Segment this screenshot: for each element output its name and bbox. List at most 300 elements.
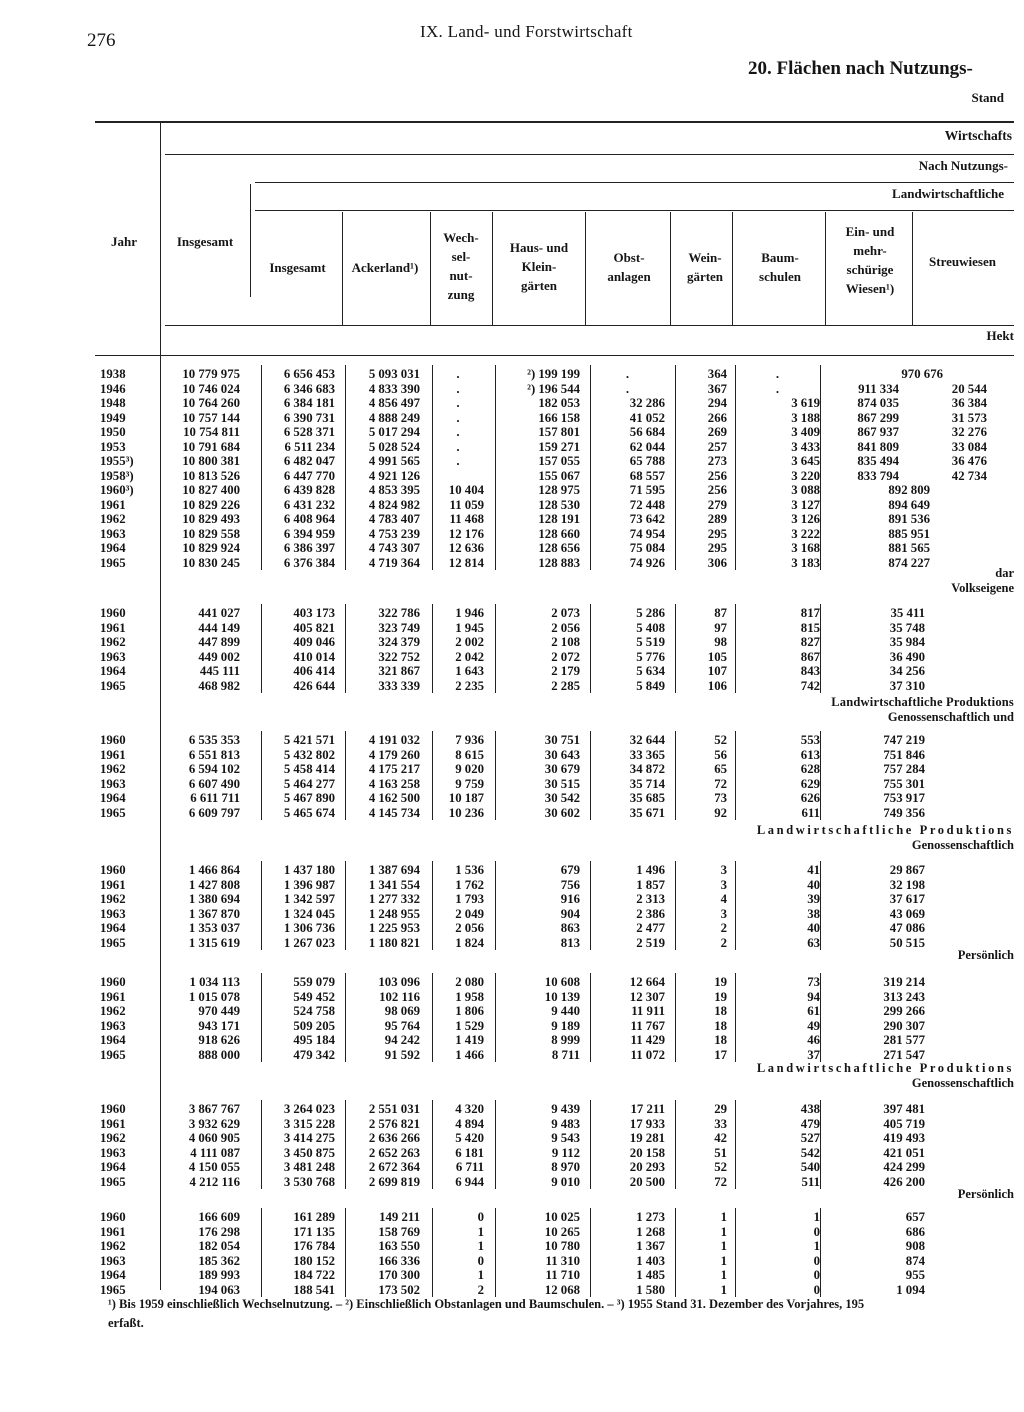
column-insg [165,863,240,950]
cell: 4 991 565 [368,454,420,468]
cell: 1963 [100,1018,126,1033]
cell: 1965 [100,1174,126,1189]
cell: 2 652 263 [368,1145,420,1160]
cell: 1 315 619 [188,935,240,950]
cell: 32 198 [889,877,925,892]
cell: 1 341 554 [368,877,420,892]
cell: 128 530 [538,497,580,512]
section-label [757,823,1014,853]
cell: 295 [707,541,727,555]
cell: 128 975 [538,483,580,497]
cell: 1960 [100,863,126,877]
cell: 1960 [100,606,126,620]
cell: 686 [905,1224,925,1239]
column-insg [165,733,240,820]
column-ins2 [255,606,335,693]
cell [915,367,987,382]
cell: 3 409 [791,425,820,439]
cell: 4 060 905 [188,1131,240,1145]
cell: 2 235 [455,678,484,693]
cell: 1965 [100,935,126,950]
cell: 4 888 249 [368,410,420,425]
section-label-line: Volkseigene [951,581,1014,595]
column-header-line: Insgesamt [269,260,326,275]
cell: 42 [714,1131,727,1145]
cell: 182 053 [538,396,580,410]
cell: 51 [714,1145,727,1160]
column-ins2 [255,367,335,570]
cell: 1961 [100,989,126,1004]
cell: 34 872 [629,762,665,776]
cell: 4 150 055 [188,1160,240,1174]
cell: 1 403 [636,1253,665,1268]
cell: 1 [477,1239,484,1253]
cell: 128 656 [538,541,580,555]
cell: 4 212 116 [189,1174,240,1189]
cell: 3 433 [791,439,820,454]
cell: 444 149 [198,620,240,635]
cell: . [625,367,630,381]
cell [915,541,987,556]
cell: 1955³) [100,454,134,468]
cell: 3 168 [791,541,820,555]
column-header-line: Jahr [111,234,137,249]
cell: 405 821 [293,620,335,635]
cell: 2 285 [551,678,580,693]
cell: 1961 [100,620,126,635]
cell: 9 112 [551,1145,580,1160]
cell: 8 711 [551,1047,580,1062]
cell: 3 183 [791,555,820,570]
cell: 874 227 [888,555,930,570]
cell: 1 342 597 [283,892,335,906]
cell: 1 427 808 [188,877,240,892]
column-wein [675,733,727,820]
column-header-line: Wiesen¹) [845,281,895,296]
column-obst [590,733,665,820]
cell: 2 [720,935,727,950]
cell: 188 541 [293,1282,335,1297]
cell: 313 243 [883,989,925,1004]
cell: 294 [707,396,727,410]
cell: 2 672 364 [368,1160,420,1174]
cell: 867 937 [857,425,899,439]
cell: 867 [800,649,820,664]
column-wies [825,367,943,570]
cell: 841 809 [857,439,899,454]
cell: 1964 [100,791,126,805]
column-header-line: anlagen [607,269,651,284]
column-insg [165,1210,240,1297]
cell: 6 607 490 [188,776,240,791]
cell: 1962 [100,892,126,906]
column-wies [825,733,925,820]
section-label-line: Genossenschaftlich und [887,710,1014,724]
cell: 184 722 [293,1268,335,1282]
section-label-line: Persönlich [957,948,1014,962]
cell: 449 002 [198,649,240,664]
cell: 6 528 371 [283,425,335,439]
cell: 2 313 [636,892,665,906]
cell: 107 [707,664,727,678]
stub-rule [160,122,161,1290]
cell: 180 152 [293,1253,335,1268]
cell: 3 088 [791,483,820,497]
cell: 94 [807,989,820,1004]
cell: 833 794 [857,468,899,483]
cell: 128 660 [538,526,580,541]
cell: 155 067 [538,468,580,483]
cell: 815 [800,620,820,635]
data-column-rule [820,1208,821,1297]
cell: 19 [714,975,727,989]
cell: 6 551 813 [188,747,240,762]
footnotes [108,1295,864,1333]
header-column-rule [670,212,671,325]
cell: 182 054 [198,1239,240,1253]
cell: 19 281 [629,1131,665,1145]
cell: 306 [707,555,727,570]
cell: 30 679 [544,762,580,776]
cell: 173 502 [378,1282,420,1297]
column-header-line: Ackerland¹) [351,260,419,275]
cell: 103 096 [378,975,420,989]
cell: 170 300 [378,1268,420,1282]
cell: 35 685 [629,791,665,805]
cell: 36 384 [951,396,987,410]
column-header-line: zung [447,287,475,302]
column-acker [345,863,420,950]
cell: 158 769 [378,1224,420,1239]
cell: 410 014 [293,649,335,664]
cell [432,469,484,484]
cell: 6 611 711 [190,791,240,805]
cell: 9 759 [455,776,484,791]
cell: 322 752 [378,649,420,664]
column-baum [735,367,820,570]
cell: 319 214 [883,975,925,989]
cell: 10 764 260 [182,396,240,410]
section-label-line: Landwirtschaftliche Produktions [756,823,1014,837]
cell: 11 429 [630,1033,665,1047]
column-wein [675,863,727,950]
column-header [590,248,668,286]
cell: 5 467 890 [283,791,335,805]
section-label [757,1061,1014,1091]
cell: 6 376 384 [283,555,335,570]
cell: 1 496 [636,863,665,877]
cell: 2 108 [551,635,580,649]
cell: 11 072 [630,1047,665,1062]
cell: 12 307 [629,989,665,1004]
cell: 281 577 [883,1033,925,1047]
column-obst [590,975,665,1062]
cell: 289 [707,512,727,526]
cell: 128 191 [538,512,580,526]
table-title: 20. Flächen nach Nutzungs- [748,58,973,79]
cell: 34 256 [889,664,925,678]
cell: 321 867 [378,664,420,678]
column-wein [675,367,727,570]
header-rule-4 [165,325,1014,326]
cell: 409 046 [293,635,335,649]
header-column-rule [430,212,431,325]
cell: 322 786 [378,606,420,620]
cell: 30 542 [544,791,580,805]
cell: 1964 [100,1033,126,1047]
column-header [165,232,245,251]
column-acker [345,733,420,820]
column-header-line: Haus- und [509,240,569,255]
column-haus [495,1210,580,1297]
cell: 4 320 [455,1102,484,1116]
cell: 95 764 [384,1018,420,1033]
column-years [100,733,148,820]
header-column-rule [250,184,251,297]
cell: 20 500 [629,1174,665,1189]
cell: 176 298 [198,1224,240,1239]
cell: 1 793 [455,892,484,906]
cell: 1962 [100,635,126,649]
cell: . [456,367,460,381]
cell: 257 [707,439,727,454]
cell: 3 315 228 [283,1116,335,1131]
cell: 1964 [100,1160,126,1174]
column-wein [675,975,727,1062]
cell: 8 970 [551,1160,580,1174]
cell: 8 999 [551,1033,580,1047]
column-baum [735,606,820,693]
data-column-rule [820,604,821,693]
cell: 9 020 [455,762,484,776]
cell: 757 284 [883,762,925,776]
cell: 4 175 217 [368,762,420,776]
cell: 1965 [100,1047,126,1062]
cell: 9 440 [551,1004,580,1018]
cell: 6 447 770 [283,468,335,483]
cell: 1965 [100,678,126,693]
cell: 943 171 [198,1018,240,1033]
cell: 17 211 [630,1102,665,1116]
cell: 4 162 500 [368,791,420,805]
cell: . [456,454,460,468]
column-wech [432,1102,484,1189]
header-hekt: Hekt [986,328,1014,343]
column-header-line: mehr- [853,243,887,258]
header-column-rule [732,212,733,325]
cell: 1960 [100,1102,126,1116]
cell: 1 [720,1253,727,1268]
cell: 2 576 821 [368,1116,420,1131]
cell: 50 515 [889,935,925,950]
cell: 8 615 [455,747,484,762]
cell: 6 346 683 [283,381,335,396]
cell: 1962 [100,1239,126,1253]
column-obst [590,1102,665,1189]
column-obst [590,1210,665,1297]
cell: 629 [800,776,820,791]
cell: 4 743 307 [368,541,420,555]
cell: 1950 [100,425,126,439]
cell: 1 529 [455,1018,484,1033]
column-baum [735,733,820,820]
cell: 10 187 [448,791,484,805]
cell: 61 [807,1004,820,1018]
cell: 1 [720,1282,727,1297]
cell: 1 466 [455,1047,484,1062]
cell: 405 719 [883,1116,925,1131]
cell: 2 477 [636,921,665,935]
column-header-line: Streuwiesen [929,254,996,269]
column-header [345,258,425,277]
cell: 1953 [100,439,126,454]
cell: 72 448 [629,497,665,512]
cell: 6 535 353 [188,733,240,747]
cell: 46 [807,1033,820,1047]
cell: 6 394 959 [283,526,335,541]
column-obst [590,863,665,950]
column-header-line: gärten [520,278,558,293]
column-header-line: nut- [449,268,473,283]
cell: 40 [807,877,820,892]
cell: 1 762 [455,877,484,892]
cell: 52 [714,1160,727,1174]
cell: 863 [560,921,580,935]
cell: 10 827 400 [182,483,240,497]
column-wies [825,975,925,1062]
cell: 102 116 [379,989,420,1004]
cell: 3 264 023 [283,1102,335,1116]
cell: 511 [801,1174,820,1189]
cell: 751 846 [883,747,925,762]
cell: 65 [714,762,727,776]
cell: 0 [813,1282,820,1297]
column-years [100,606,148,693]
cell: 10 025 [544,1210,580,1224]
cell: 1965 [100,555,126,570]
column-header-line: schulen [759,269,801,284]
cell: 1 643 [455,664,484,678]
cell: 323 749 [378,620,420,635]
data-column-rule [820,731,821,820]
cell: 10 746 024 [182,381,240,396]
cell: ²) 199 199 [527,367,580,381]
column-header-line: Baum- [761,250,799,265]
cell: 4 753 239 [368,526,420,541]
cell: 43 069 [889,906,925,921]
cell: 1964 [100,1268,126,1282]
cell: 628 [800,762,820,776]
column-wein [675,1210,727,1297]
cell: 11 468 [449,512,484,526]
column-insg [165,367,240,570]
cell: 6 594 102 [188,762,240,776]
cell: 32 276 [951,425,987,439]
cell: 894 649 [888,497,930,512]
cell: 40 [807,921,820,935]
header-column-rule [585,212,586,325]
cell: 657 [905,1210,925,1224]
cell: 1 180 821 [368,935,420,950]
cell: 756 [560,877,580,892]
cell: 2 072 [551,649,580,664]
cell: 2 073 [551,606,580,620]
cell: 3 188 [791,410,820,425]
cell: 1963 [100,1253,126,1268]
cell: 916 [560,892,580,906]
footnote-line: erfaßt. [108,1316,144,1330]
cell: 33 [714,1116,727,1131]
cell: 1 958 [455,989,484,1004]
section-label-line: Landwirtschaftliche Produktions [756,1061,1014,1075]
column-years [100,1210,148,1297]
cell: 1 [720,1268,727,1282]
column-header [100,232,148,251]
column-header [495,238,583,295]
cell: 441 027 [198,606,240,620]
column-ins2 [255,1210,335,1297]
cell: 105 [707,649,727,664]
cell: 4 853 395 [368,483,420,497]
cell: . [456,381,460,396]
cell: 37 310 [889,678,925,693]
cell: 1963 [100,776,126,791]
cell: 271 547 [883,1047,925,1062]
cell: 6 944 [455,1174,484,1189]
column-insg [165,606,240,693]
cell: 2 [720,921,727,935]
column-header [915,252,1010,271]
cell: 5 028 524 [368,439,420,454]
cell: 6 431 232 [283,497,335,512]
cell: 1961 [100,1116,126,1131]
cell: 3 867 767 [188,1102,240,1116]
cell: 91 592 [384,1047,420,1062]
cell: 1958³) [100,468,134,483]
column-header-line: Wein- [688,250,722,265]
cell: 813 [560,935,580,950]
cell: 679 [560,863,580,877]
cell: 2 056 [551,620,580,635]
cell: 1 268 [636,1224,665,1239]
cell: 4 856 497 [368,396,420,410]
cell: 613 [800,747,820,762]
cell: 10 404 [448,483,484,497]
header-wirtschafts: Wirtschafts [944,128,1012,143]
cell: 4 894 [455,1116,484,1131]
cell: 1 [813,1210,820,1224]
cell: 72 [714,1174,727,1189]
cell: 1 367 [636,1239,665,1253]
column-header [675,248,735,286]
cell: 874 [905,1253,925,1268]
cell: 30 602 [544,805,580,820]
cell: 324 379 [378,635,420,649]
header-column-rule [912,212,913,325]
cell: 33 365 [629,747,665,762]
cell: 755 301 [883,776,925,791]
cell: 5 286 [636,606,665,620]
cell: 35 714 [629,776,665,791]
cell: 6 408 964 [283,512,335,526]
cell: 1961 [100,497,126,512]
cell: 3 645 [791,454,820,468]
cell: 1 094 [896,1282,925,1297]
cell: 1960 [100,975,126,989]
cell: 290 307 [883,1018,925,1033]
cell: 1 [477,1268,484,1282]
cell: 299 266 [883,1004,925,1018]
